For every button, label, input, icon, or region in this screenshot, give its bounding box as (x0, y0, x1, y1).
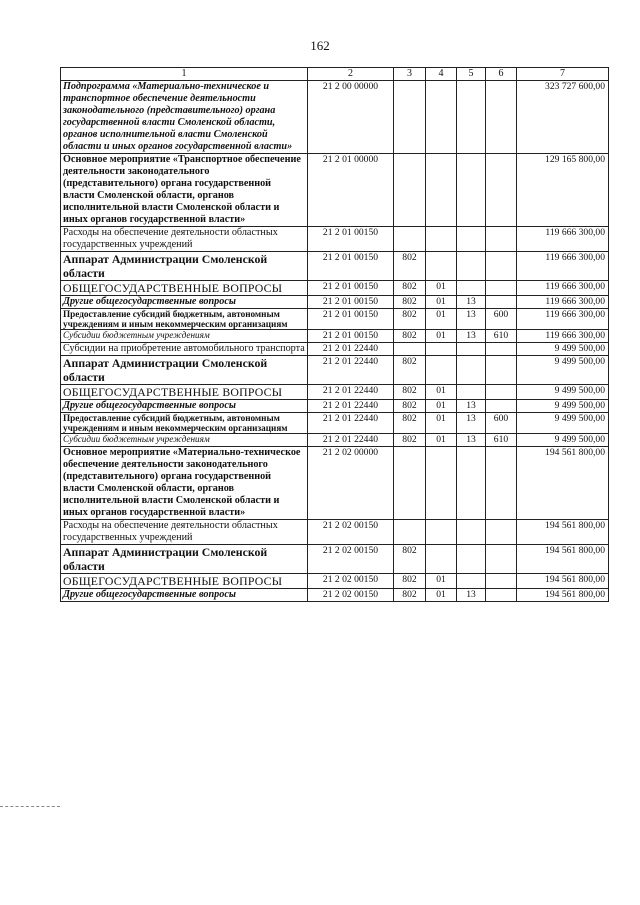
row-code: 21 2 02 00150 (308, 545, 394, 574)
table-row (61, 330, 609, 343)
header-col-5: 5 (457, 68, 486, 81)
table-row (61, 296, 609, 309)
table-row (61, 252, 609, 281)
row-section (426, 447, 457, 520)
row-section (426, 545, 457, 574)
row-ministry: 802 (394, 252, 426, 281)
row-ministry: 802 (394, 413, 426, 434)
table-row (61, 81, 609, 154)
row-expense-type: 610 (486, 434, 517, 447)
row-name: Расходы на обеспечение деятельности областных государственных учреждений (61, 520, 308, 545)
row-expense-type (486, 574, 517, 589)
row-amount: 9 499 500,00 (517, 400, 609, 413)
table-row (61, 281, 609, 296)
row-ministry (394, 343, 426, 356)
row-amount: 194 561 800,00 (517, 545, 609, 574)
row-ministry: 802 (394, 356, 426, 385)
row-ministry: 802 (394, 281, 426, 296)
row-subsection (457, 574, 486, 589)
row-ministry (394, 447, 426, 520)
row-code: 21 2 01 00150 (308, 281, 394, 296)
row-section: 01 (426, 413, 457, 434)
row-code: 21 2 01 22440 (308, 400, 394, 413)
row-section: 01 (426, 281, 457, 296)
header-col-1: 1 (61, 68, 308, 81)
row-ministry: 802 (394, 296, 426, 309)
table-row (61, 413, 609, 434)
row-amount: 194 561 800,00 (517, 447, 609, 520)
row-expense-type (486, 589, 517, 602)
table-row (61, 309, 609, 330)
table-row (61, 154, 609, 227)
table-row (61, 545, 609, 574)
row-subsection: 13 (457, 330, 486, 343)
table-header-row (61, 68, 609, 81)
row-expense-type: 600 (486, 309, 517, 330)
row-code: 21 2 01 00150 (308, 227, 394, 252)
row-name: Другие общегосударственные вопросы (61, 400, 308, 413)
row-subsection (457, 385, 486, 400)
row-name: Другие общегосударственные вопросы (61, 296, 308, 309)
row-amount: 9 499 500,00 (517, 434, 609, 447)
table-row (61, 574, 609, 589)
row-name: ОБЩЕГОСУДАРСТВЕННЫЕ ВОПРОСЫ (61, 574, 308, 589)
row-section: 01 (426, 434, 457, 447)
row-section (426, 252, 457, 281)
row-name: Основное мероприятие «Материально-техническое обеспечение деятельности законодательного (представительного) органа государственной власти Смоленской области, органов исполнительной власти Смоленской области и иных органов государственной власти» (61, 447, 308, 520)
row-code: 21 2 01 00150 (308, 309, 394, 330)
row-code: 21 2 01 22440 (308, 413, 394, 434)
row-code: 21 2 01 00150 (308, 252, 394, 281)
row-expense-type (486, 343, 517, 356)
row-name: Аппарат Администрации Смоленской области (61, 356, 308, 385)
row-section (426, 81, 457, 154)
row-code: 21 2 02 00150 (308, 589, 394, 602)
row-subsection (457, 343, 486, 356)
row-name: Другие общегосударственные вопросы (61, 589, 308, 602)
row-amount: 323 727 600,00 (517, 81, 609, 154)
row-expense-type (486, 447, 517, 520)
row-section (426, 154, 457, 227)
row-ministry: 802 (394, 434, 426, 447)
row-subsection: 13 (457, 413, 486, 434)
row-amount: 9 499 500,00 (517, 385, 609, 400)
row-code: 21 2 01 22440 (308, 385, 394, 400)
row-code: 21 2 02 00150 (308, 574, 394, 589)
row-section: 01 (426, 589, 457, 602)
budget-table (60, 67, 609, 602)
row-section: 01 (426, 574, 457, 589)
row-amount: 9 499 500,00 (517, 413, 609, 434)
row-name: Субсидии на приобретение автомобильного транспорта (61, 343, 308, 356)
row-code: 21 2 01 00150 (308, 330, 394, 343)
row-expense-type: 610 (486, 330, 517, 343)
row-subsection: 13 (457, 309, 486, 330)
row-subsection: 13 (457, 589, 486, 602)
row-name: Расходы на обеспечение деятельности областных государственных учреждений (61, 227, 308, 252)
row-subsection (457, 154, 486, 227)
row-amount: 119 666 300,00 (517, 227, 609, 252)
row-section (426, 356, 457, 385)
row-ministry: 802 (394, 545, 426, 574)
row-amount: 119 666 300,00 (517, 309, 609, 330)
row-ministry (394, 227, 426, 252)
row-code: 21 2 02 00150 (308, 520, 394, 545)
row-section: 01 (426, 400, 457, 413)
row-subsection (457, 520, 486, 545)
row-code: 21 2 01 22440 (308, 343, 394, 356)
row-amount: 9 499 500,00 (517, 356, 609, 385)
row-expense-type (486, 227, 517, 252)
table-row (61, 400, 609, 413)
row-ministry: 802 (394, 400, 426, 413)
row-ministry: 802 (394, 330, 426, 343)
row-amount: 119 666 300,00 (517, 252, 609, 281)
row-name: ОБЩЕГОСУДАРСТВЕННЫЕ ВОПРОСЫ (61, 281, 308, 296)
row-expense-type (486, 520, 517, 545)
table-row (61, 434, 609, 447)
row-subsection (457, 227, 486, 252)
row-name: Субсидии бюджетным учреждениям (61, 330, 308, 343)
row-subsection: 13 (457, 434, 486, 447)
row-name: Подпрограмма «Материально-техническое и транспортное обеспечение деятельности законодательного (представительного) органа государственной власти Смоленской области, органов исполнительной власти Смоленской области и иных органов государственной власти» (61, 81, 308, 154)
row-expense-type (486, 545, 517, 574)
page-number: 162 (310, 38, 330, 53)
margin-dash-line (0, 806, 60, 807)
row-expense-type (486, 252, 517, 281)
row-subsection (457, 281, 486, 296)
row-section (426, 343, 457, 356)
row-code: 21 2 02 00000 (308, 447, 394, 520)
row-ministry: 802 (394, 589, 426, 602)
row-expense-type (486, 154, 517, 227)
row-code: 21 2 01 22440 (308, 356, 394, 385)
row-ministry (394, 520, 426, 545)
table-row (61, 227, 609, 252)
row-amount: 194 561 800,00 (517, 520, 609, 545)
row-amount: 119 666 300,00 (517, 296, 609, 309)
table-row (61, 385, 609, 400)
row-code: 21 2 00 00000 (308, 81, 394, 154)
table-row (61, 589, 609, 602)
row-subsection (457, 545, 486, 574)
row-ministry: 802 (394, 385, 426, 400)
row-subsection (457, 252, 486, 281)
row-section: 01 (426, 385, 457, 400)
row-name: Аппарат Администрации Смоленской области (61, 252, 308, 281)
row-expense-type (486, 400, 517, 413)
header-col-3: 3 (394, 68, 426, 81)
row-code: 21 2 01 00000 (308, 154, 394, 227)
row-section: 01 (426, 330, 457, 343)
row-section (426, 227, 457, 252)
row-expense-type (486, 296, 517, 309)
row-name: Аппарат Администрации Смоленской области (61, 545, 308, 574)
row-amount: 129 165 800,00 (517, 154, 609, 227)
row-expense-type (486, 81, 517, 154)
row-amount: 194 561 800,00 (517, 574, 609, 589)
row-amount: 194 561 800,00 (517, 589, 609, 602)
row-ministry (394, 81, 426, 154)
row-subsection: 13 (457, 400, 486, 413)
header-col-4: 4 (426, 68, 457, 81)
row-code: 21 2 01 00150 (308, 296, 394, 309)
row-code: 21 2 01 22440 (308, 434, 394, 447)
row-ministry: 802 (394, 574, 426, 589)
row-subsection: 13 (457, 296, 486, 309)
row-name: Предоставление субсидий бюджетным, автономным учреждениям и иным некоммерческим организациям (61, 309, 308, 330)
row-name: Предоставление субсидий бюджетным, автономным учреждениям и иным некоммерческим организациям (61, 413, 308, 434)
row-subsection (457, 81, 486, 154)
row-expense-type (486, 356, 517, 385)
table-row (61, 520, 609, 545)
table-row (61, 343, 609, 356)
row-section: 01 (426, 296, 457, 309)
row-subsection (457, 356, 486, 385)
row-name: Основное мероприятие «Транспортное обеспечение деятельности законодательного (представительного) органа государственной власти Смоленской области, органов исполнительной власти Смоленской области и иных органов государственной власти» (61, 154, 308, 227)
row-amount: 119 666 300,00 (517, 330, 609, 343)
header-col-7: 7 (517, 68, 609, 81)
row-section (426, 520, 457, 545)
row-name: Субсидии бюджетным учреждениям (61, 434, 308, 447)
row-expense-type (486, 385, 517, 400)
header-col-2: 2 (308, 68, 394, 81)
row-expense-type: 600 (486, 413, 517, 434)
row-section: 01 (426, 309, 457, 330)
row-name: ОБЩЕГОСУДАРСТВЕННЫЕ ВОПРОСЫ (61, 385, 308, 400)
row-amount: 9 499 500,00 (517, 343, 609, 356)
row-subsection (457, 447, 486, 520)
row-amount: 119 666 300,00 (517, 281, 609, 296)
row-ministry (394, 154, 426, 227)
header-col-6: 6 (486, 68, 517, 81)
table-row (61, 447, 609, 520)
row-expense-type (486, 281, 517, 296)
table-row (61, 356, 609, 385)
row-ministry: 802 (394, 309, 426, 330)
